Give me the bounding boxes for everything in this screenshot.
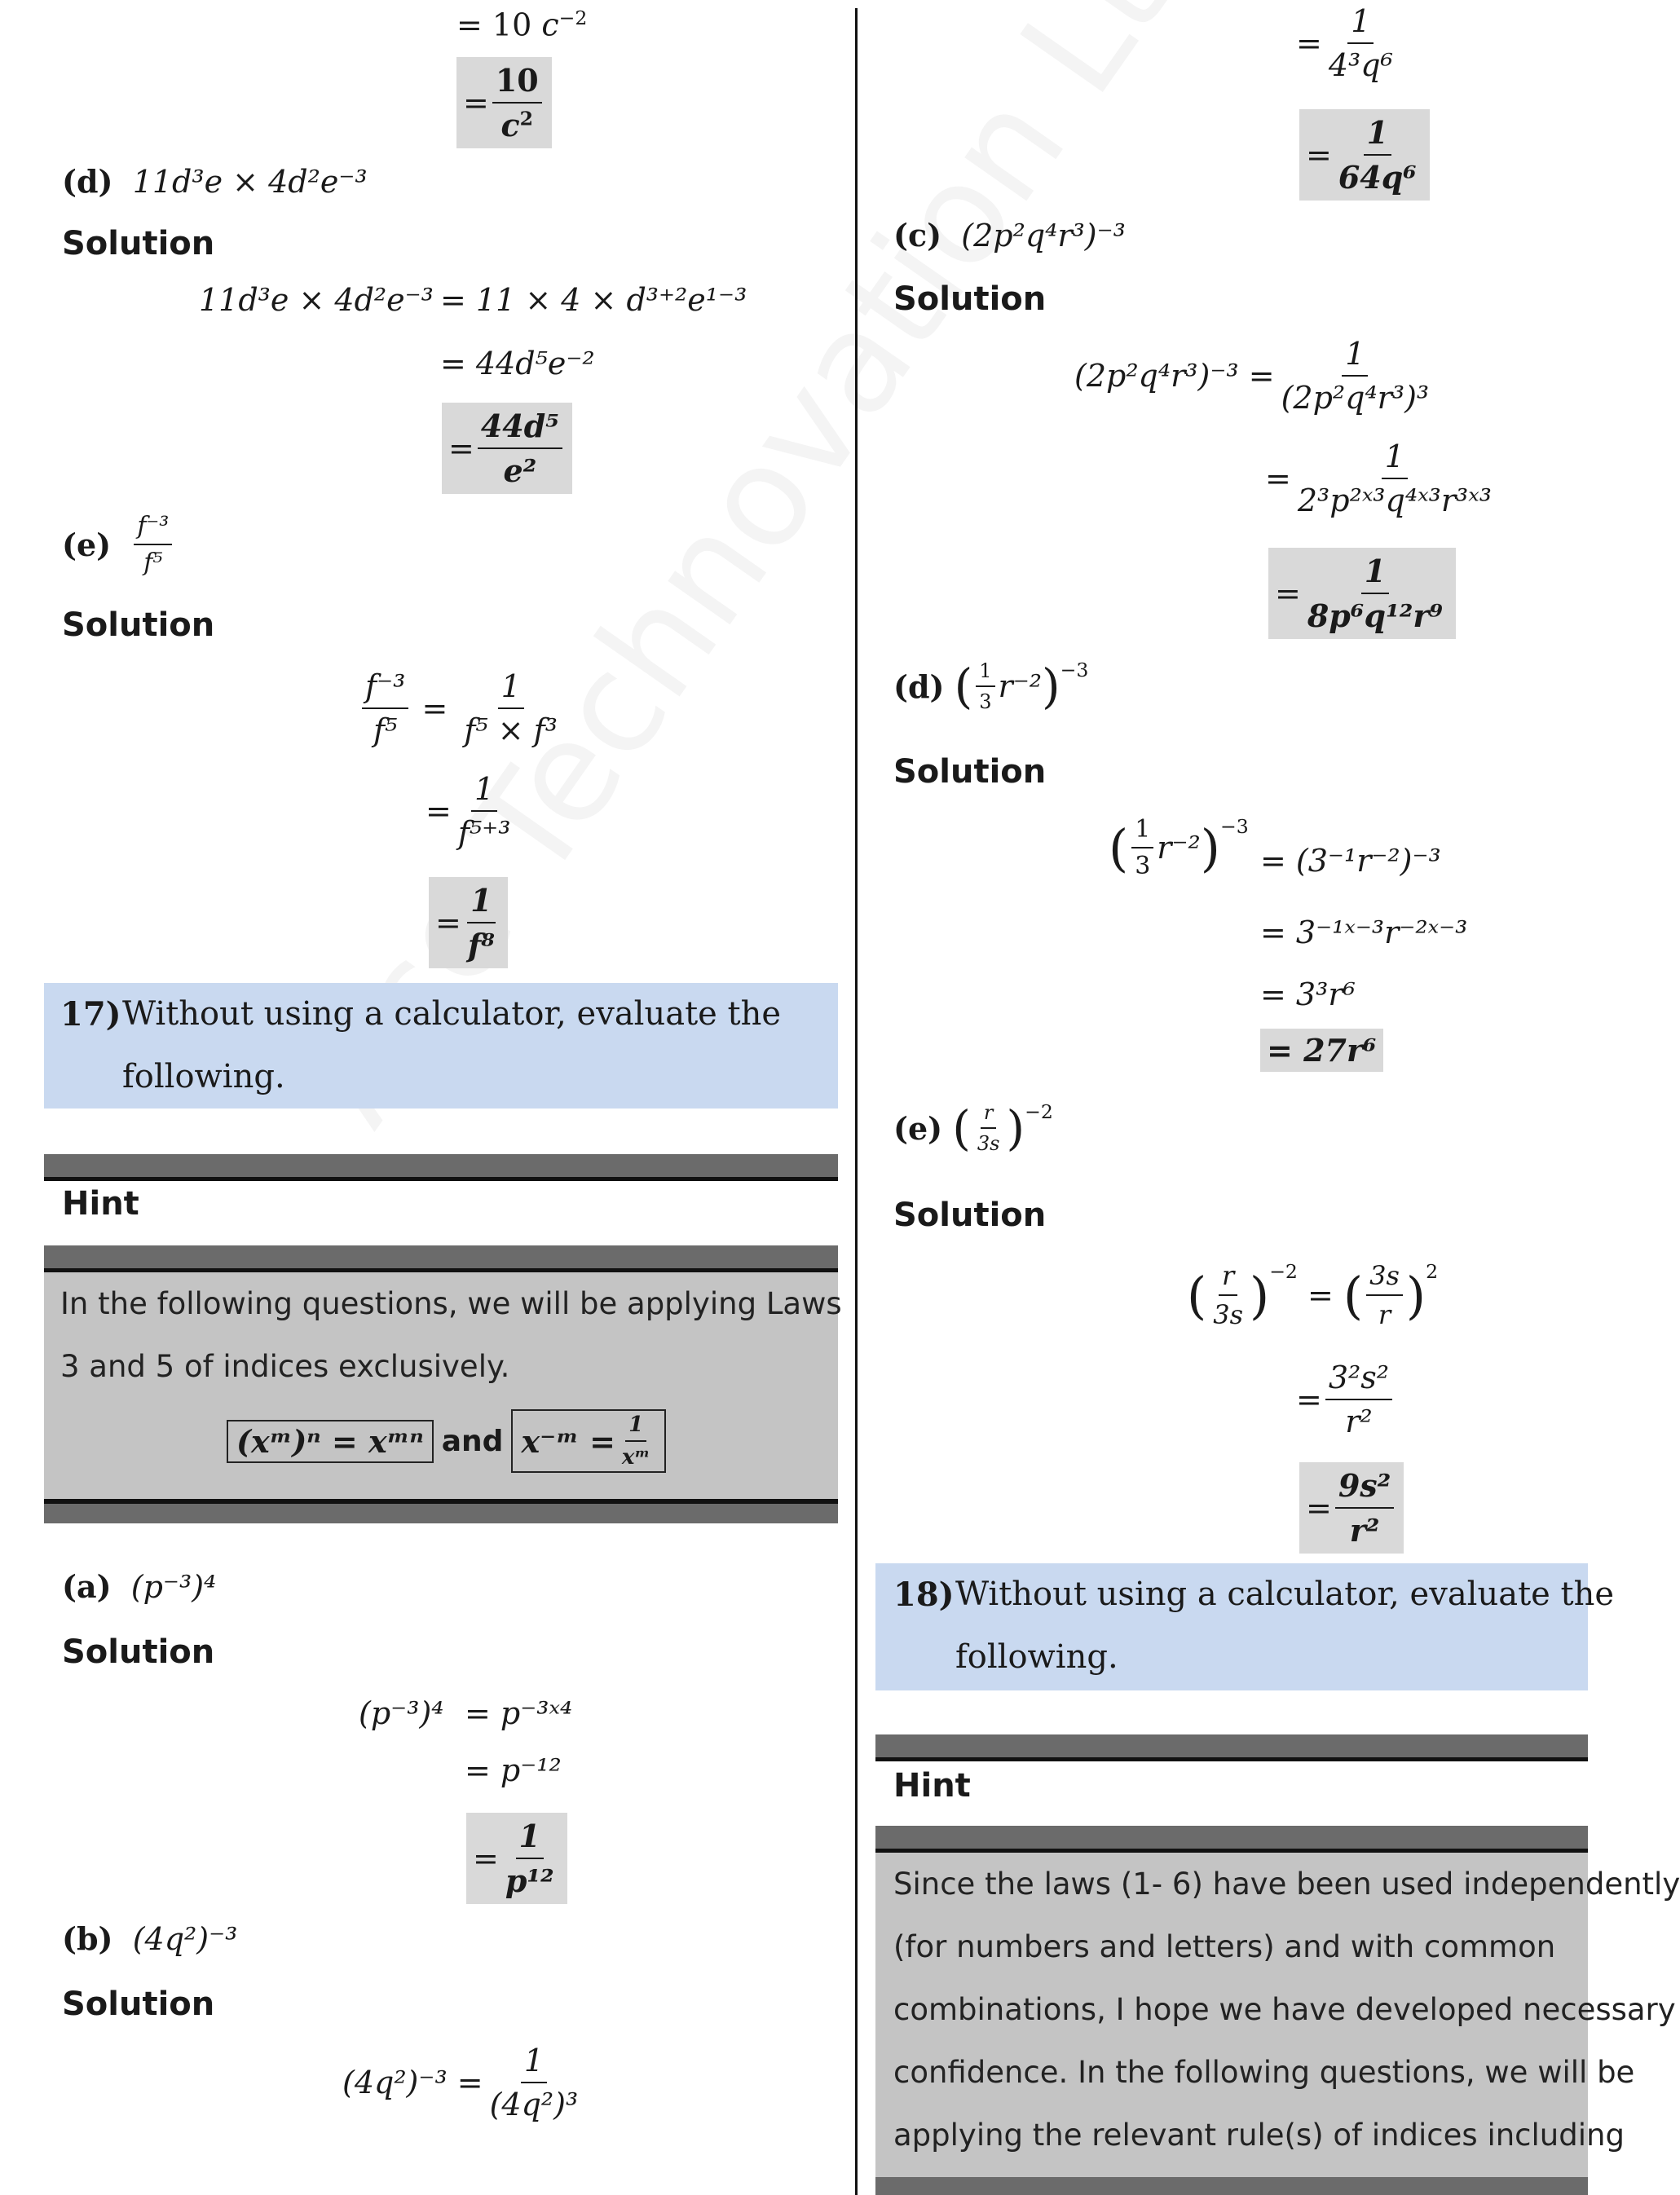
rule-power-of-power: (xᵐ)ⁿ = xᵐⁿ <box>227 1420 434 1463</box>
hint-text: applying the relevant rule(s) of indices including <box>893 2118 1625 2153</box>
question-text: following. <box>955 1638 1118 1676</box>
solution-heading: Solution <box>893 753 1047 791</box>
solution-heading: Solution <box>893 280 1047 318</box>
hint-heading: Hint <box>893 1767 971 1805</box>
hint-top-bar <box>44 1154 838 1177</box>
left-a-answer: = $\frac{1}{\text{p¹²}}$ <box>466 1813 567 1904</box>
left-e-step2: = $\frac{1}{\text{f⁵⁺³}}$ <box>426 771 511 851</box>
question-d-right: (d) ( $\frac{1}{3}$ r⁻² ) $^{-3}$ <box>893 659 1089 714</box>
question-text: Without using a calculator, evaluate the <box>122 995 782 1033</box>
left-e-answer: = $\frac{1}{\text{f⁸}}$ <box>429 877 508 968</box>
question-18-box <box>875 1563 1615 1690</box>
hint-bottom-bar <box>875 2177 1588 2195</box>
right-d-rhs2: = 3⁻¹ˣ⁻³r⁻²ˣ⁻³ <box>1260 915 1468 950</box>
left-a-lhs: (p⁻³)⁴ <box>359 1695 444 1731</box>
right-c-step2: = $\frac{1}{\text{2³p²ˣ³q⁴ˣ³r³ˣ³}}$ <box>1265 439 1492 518</box>
hint-text: confidence. In the following questions, we will be <box>893 2055 1635 2090</box>
solution-heading: Solution <box>893 1197 1047 1234</box>
right-d-rhs1: = (3⁻¹r⁻²)⁻³ <box>1260 843 1441 879</box>
solution-heading: Solution <box>62 225 215 262</box>
left-a-rhs1: = p⁻³ˣ⁴ <box>465 1695 573 1731</box>
question-e-right: (e) ( $\frac{r}{3s}$ ) $^{-2}$ <box>893 1100 1053 1156</box>
right-b-answer: = $\frac{1}{\text{64q⁶}}$ <box>1299 109 1430 201</box>
hint-mid-bar <box>44 1245 838 1268</box>
question-d-left: (d) 11d³e × 4d²e⁻³ <box>62 163 368 200</box>
right-c-step1: (2p²q⁴r³)⁻³ = $\frac{1}{\text{(2p²q⁴r³)³}}$ <box>1074 336 1430 416</box>
question-number: 18) <box>893 1576 955 1614</box>
hint-18-body <box>875 1853 1680 2177</box>
hint-text: Since the laws (1- 6) have been used independently <box>893 1867 1680 1902</box>
question-17-box <box>44 983 838 1109</box>
question-e-left: (e) $\frac{\text{f⁻³}}{\text{f⁵}}$ <box>62 512 175 577</box>
solution-heading: Solution <box>62 1986 215 2023</box>
left-d-answer: = $\frac{\text{44d⁵}}{\text{e²}}$ <box>442 403 572 494</box>
left-c-line1: = 10 $c^{-2}$ <box>456 7 588 43</box>
right-e-answer: = $\frac{\text{9s²}}{\text{r²}}$ <box>1299 1462 1404 1554</box>
question-number: 17) <box>60 995 121 1034</box>
hint-rule <box>44 1177 838 1181</box>
question-a-left: (a) (p⁻³)⁴ <box>62 1568 217 1605</box>
right-e-step1: ( $\frac{r}{3s}$ ) $^{-2}$ = ( $\frac{3s}{r}$ ) $^2$ <box>1187 1260 1439 1330</box>
right-d-answer: = 27r⁶ <box>1260 1032 1383 1069</box>
right-d-lhs: ( $\frac{1}{3}$ r⁻² ) $^{-3}$ <box>1109 815 1249 880</box>
question-c-right: (c) (2p²q⁴r³)⁻³ <box>893 217 1126 253</box>
left-e-step1: $\frac{\text{f⁻³}}{\text{f⁵}}$ = $\frac{1}{\text{f⁵ × f³}}$ <box>359 668 564 748</box>
rule-negative-index: x⁻ᵐ = $\frac{1}{\text{xᵐ}}$ <box>511 1409 666 1473</box>
left-d-rhs1: = 11 × 4 × d³⁺²e¹⁻³ <box>440 282 747 318</box>
column-divider <box>855 8 858 2195</box>
left-c-answer: = $\frac{10}{c^2}$ <box>456 57 552 148</box>
hint-text: 3 and 5 of indices exclusively. <box>60 1349 510 1384</box>
rule-joiner: and <box>441 1424 504 1458</box>
hint-text: (for numbers and letters) and with common <box>893 1929 1556 1964</box>
right-b-step: = $\frac{1}{\text{4³q⁶}}$ <box>1296 3 1393 83</box>
question-text: following. <box>122 1058 285 1095</box>
hint-text: combinations, I hope we have developed necessary <box>893 1992 1676 2027</box>
left-a-rhs2: = p⁻¹² <box>465 1752 562 1788</box>
hint-bottom-bar <box>44 1504 838 1523</box>
right-e-step2: = $\frac{\text{3²s²}}{\text{r²}}$ <box>1296 1360 1396 1439</box>
right-c-answer: = $\frac{1}{\text{8p⁶q¹²r⁹}}$ <box>1268 548 1456 639</box>
left-b-step1: (4q²)⁻³ = $\frac{1}{\text{(4q²)³}}$ <box>342 2043 579 2122</box>
hint-rule <box>875 1757 1588 1761</box>
hint-rules <box>227 1409 666 1473</box>
left-d-rhs2: = 44d⁵e⁻² <box>440 346 595 381</box>
hint-heading: Hint <box>62 1185 139 1223</box>
watermark <box>269 0 1248 1153</box>
question-b-left: (b) (4q²)⁻³ <box>62 1920 238 1957</box>
hint-17-body <box>44 1272 842 1499</box>
question-text: Without using a calculator, evaluate the <box>955 1576 1615 1613</box>
hint-top-bar <box>875 1734 1588 1757</box>
hint-text: In the following questions, we will be applying Laws <box>60 1286 842 1321</box>
solution-heading: Solution <box>62 1633 215 1671</box>
left-d-lhs: 11d³e × 4d²e⁻³ <box>199 282 434 318</box>
right-d-rhs3: = 3³r⁶ <box>1260 976 1356 1012</box>
solution-heading: Solution <box>62 606 215 644</box>
hint-mid-bar <box>875 1826 1588 1849</box>
